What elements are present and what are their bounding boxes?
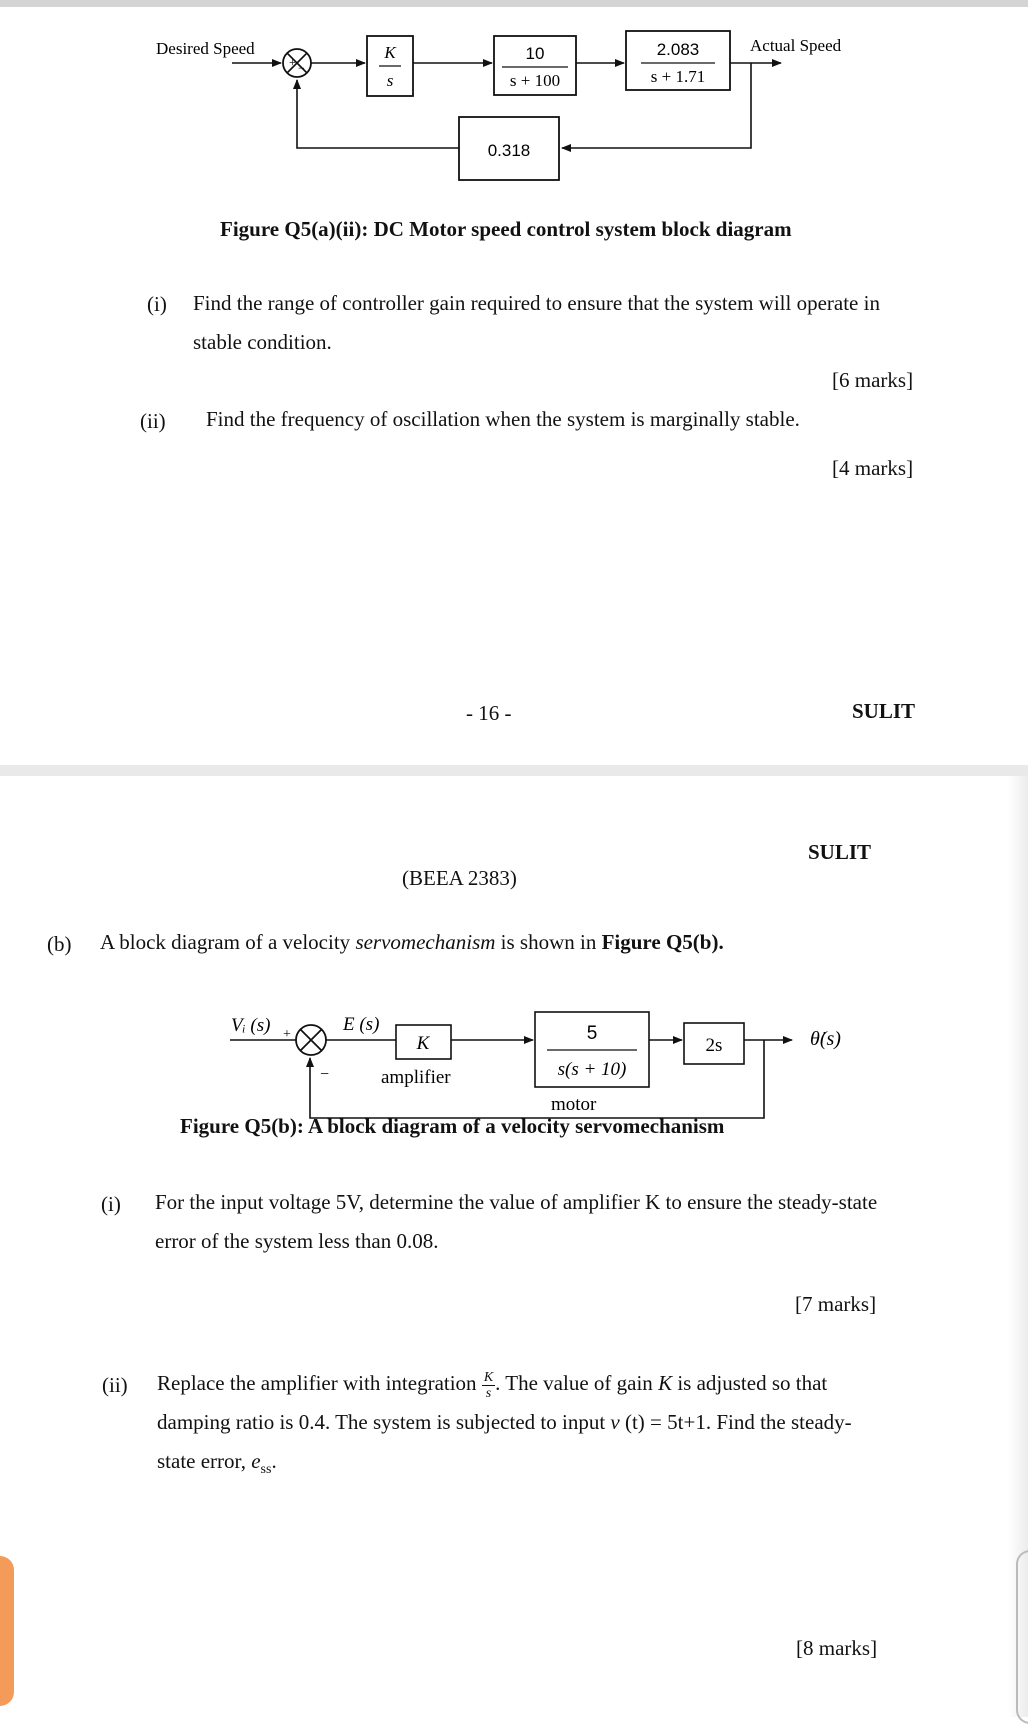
question-number: (ii) <box>102 1373 128 1397</box>
error-variable: e <box>251 1449 261 1473</box>
question-text <box>157 1364 887 1489</box>
integrator-fraction <box>482 1370 495 1401</box>
summing-junction <box>283 49 311 77</box>
summing-junction <box>296 1025 326 1055</box>
controller-block <box>367 36 413 96</box>
side-scroll-handle[interactable] <box>1016 1550 1028 1724</box>
sum-plus-sign: + <box>283 1027 291 1042</box>
sum-minus-sign: − <box>320 1066 330 1083</box>
question-number: (ii) <box>140 409 166 433</box>
question-text: For the input voltage 5V, determine the value of amplifier K to ensure the steady-state error of the system less than 0.08. <box>155 1190 878 1253</box>
marks-label: [6 marks] <box>832 368 914 392</box>
floating-side-tab[interactable] <box>0 1556 14 1706</box>
question-text-part: . The value of gain <box>495 1371 653 1395</box>
filter-denominator: s + 100 <box>509 71 561 90</box>
amplifier-gain: K <box>416 1033 430 1054</box>
figure-caption: Figure Q5(a)(ii): DC Motor speed control system block diagram <box>220 217 792 241</box>
dc-motor-block-diagram <box>0 0 1028 200</box>
sulit-footer: SULIT <box>852 699 916 723</box>
output-label: Actual Speed <box>750 36 842 55</box>
question-text: Find the range of controller gain required to ensure that the system will operate in stable condition. <box>193 291 880 354</box>
sum-plus-sign: + <box>289 55 296 69</box>
feedback-gain: 0.318 <box>487 141 531 160</box>
question-text-part: is adjusted so that damping ratio is 0.4. The system is subjected to input <box>157 1371 828 1434</box>
derivative-gain: 2s <box>705 1035 723 1056</box>
output-label: θ̇(s) <box>810 1028 841 1050</box>
question-text: Find the frequency of oscillation when the system is marginally stable. <box>206 407 800 431</box>
plant-block <box>626 31 730 90</box>
motor-block <box>535 1012 649 1087</box>
marks-label: [4 marks] <box>832 456 914 480</box>
figure-reference: Figure Q5(b). <box>601 930 724 954</box>
velocity-servomechanism-diagram <box>0 996 1028 1196</box>
part-label: (b) <box>47 932 72 956</box>
question-number: (i) <box>147 292 167 316</box>
plant-numerator: 2.083 <box>656 40 700 59</box>
sum-minus-sign: − <box>298 61 305 75</box>
figure-caption: Figure Q5(b): A block diagram of a velocity servomechanism <box>180 1114 725 1138</box>
amplifier-label: amplifier <box>381 1067 451 1088</box>
exam-page-17 <box>0 776 1028 1717</box>
motor-numerator: 5 <box>586 1023 598 1044</box>
part-intro <box>100 930 724 955</box>
question-text-part: (t) = 5t+1. Find the steady-state error, <box>157 1410 852 1473</box>
input-label: Vᵢ (s) <box>231 1015 271 1036</box>
part-intro-emphasis: servomechanism <box>355 930 496 954</box>
feedback-block <box>459 117 559 180</box>
fraction-denominator: s <box>485 1385 492 1401</box>
gain-variable: K <box>658 1371 673 1395</box>
controller-denominator: s <box>386 71 394 90</box>
marks-label: [7 marks] <box>795 1292 877 1316</box>
page-gap <box>0 765 1028 776</box>
derivative-block <box>684 1023 744 1064</box>
input-variable: v <box>610 1410 620 1434</box>
plant-denominator: s + 1.71 <box>650 67 706 86</box>
fraction-numerator: K <box>483 1369 494 1385</box>
marks-label: [8 marks] <box>796 1636 878 1660</box>
controller-numerator: K <box>384 43 396 62</box>
error-label: E (s) <box>343 1014 380 1035</box>
part-intro-text: is shown in <box>500 930 597 954</box>
filter-numerator: 10 <box>525 44 545 63</box>
sulit-header: SULIT <box>808 840 872 864</box>
filter-block <box>494 36 576 95</box>
input-label: Desired Speed <box>156 39 255 58</box>
question-text-part: . <box>271 1449 277 1473</box>
motor-label: motor <box>551 1094 597 1115</box>
amplifier-block <box>396 1025 451 1059</box>
exam-page-16 <box>0 0 1028 765</box>
motor-denominator: s(s + 10) <box>557 1059 627 1080</box>
part-intro-text: A block diagram of a velocity <box>100 930 351 954</box>
course-code: (BEEA 2383) <box>402 866 517 890</box>
question-text-part: Replace the amplifier with integration <box>157 1371 477 1395</box>
question-number: (i) <box>101 1192 121 1216</box>
page-number: - 16 - <box>466 701 512 725</box>
error-subscript: ss <box>260 1462 272 1478</box>
